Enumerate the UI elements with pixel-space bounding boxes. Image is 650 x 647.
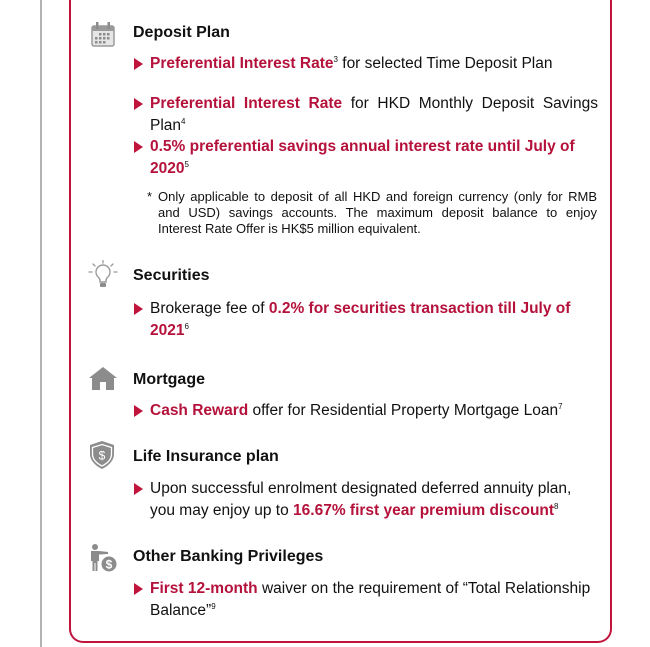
section-title: Mortgage [133,371,205,388]
footnote-note [147,189,597,237]
footnote-ref: 5 [184,159,189,169]
footnote-ref: 9 [211,601,216,611]
section-title: Life Insurance plan [133,448,279,465]
calendar-icon [86,20,120,50]
note-text: Only applicable to deposit of all HKD and foreign currency (only for RMB and USD) savings accounts. The maximum deposit balance to enjoy Interest Rate Offer is HK$5 million equivalent. [158,189,597,236]
bullet-triangle-icon [134,98,143,110]
footnote-ref: 4 [181,116,186,126]
item-text: Upon successful enrolment designated deferred annuity plan, you may enjoy up to [150,480,572,519]
section-title: Securities [133,267,210,284]
item-text: for selected Time Deposit Plan [337,55,553,72]
list-item [134,578,598,622]
item-text: offer for Residential Property Mortgage Loan [248,402,559,419]
section-title: Deposit Plan [133,24,230,41]
bullet-triangle-icon [134,405,143,417]
page-margin-rule [40,0,42,647]
house-icon [86,364,120,394]
list-item [134,298,598,342]
list-item [134,136,598,180]
highlight-text: Preferential Interest Rate [150,95,343,112]
bullet-triangle-icon [134,141,143,153]
list-item [134,53,598,75]
highlight-text: 0.5% preferential savings annual interest rate until July of 2020 [150,138,575,177]
list-item [134,400,598,422]
highlight-text: 16.67% first year premium discount [293,502,555,519]
svg-text:$: $ [98,448,106,463]
section-title: Other Banking Privileges [133,548,324,565]
bullet-triangle-icon [134,483,143,495]
item-text: waiver on the requirement of “Total Relationship Balance” [150,580,591,619]
svg-text:$: $ [105,557,113,572]
bullet-triangle-icon [134,58,143,70]
footnote-ref: 6 [184,321,189,331]
highlight-text: First 12-month [150,580,258,597]
footnote-ref: 3 [333,54,338,64]
highlight-text: 0.2% for securities transaction till July of 2021 [150,300,571,339]
item-text: for HKD Monthly Deposit Savings Plan [150,95,598,134]
footnote-ref: 7 [558,401,563,411]
lightbulb-icon [86,260,120,290]
highlight-text: Preferential Interest Rate [150,55,334,72]
bullet-triangle-icon [134,303,143,315]
list-item [134,93,598,137]
note-marker: * [147,189,153,204]
person-dollar-icon [86,543,120,573]
bullet-triangle-icon [134,583,143,595]
shield-dollar-icon [86,440,120,470]
highlight-text: Cash Reward [150,402,249,419]
list-item [134,478,598,522]
footnote-ref: 8 [554,501,559,511]
item-text: Brokerage fee of [150,300,269,317]
